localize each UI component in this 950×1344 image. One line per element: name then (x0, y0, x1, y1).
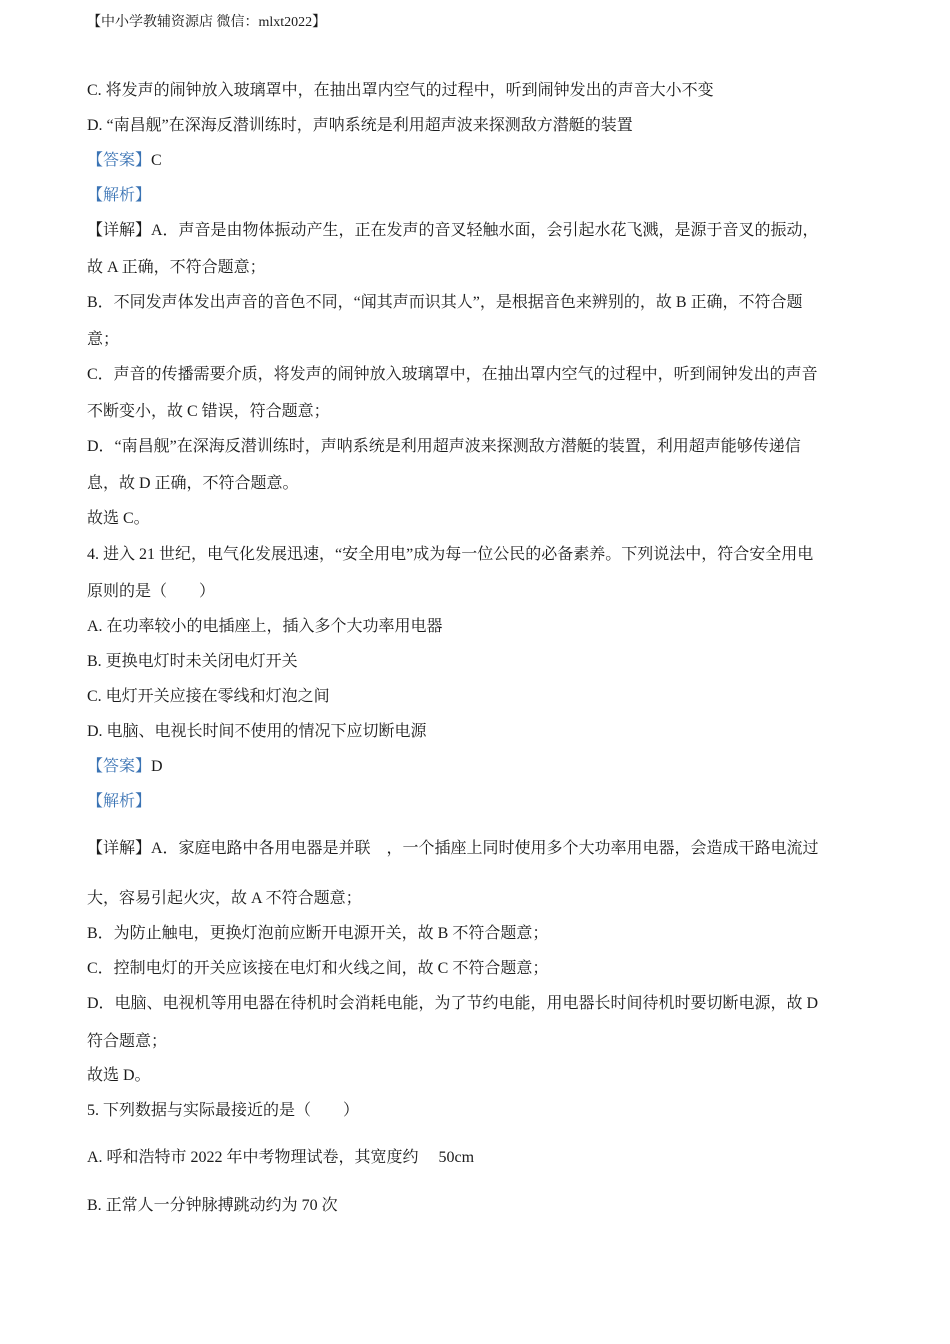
answer-tag: 【答案】 (87, 152, 152, 169)
option-a: A. 在功率较小的电插座上，插入多个大功率用电器 (87, 618, 443, 635)
explanation-line: B．为防止触电，更换灯泡前应断开电源开关，故 B 不符合题意； (87, 925, 549, 942)
explanation-line: 意； (87, 331, 120, 348)
answer-tag: 【答案】 (87, 758, 152, 775)
answer-value: C (151, 152, 162, 169)
analysis-line (87, 792, 151, 812)
analysis-tag: 【解析】 (87, 793, 152, 810)
explanation-line: D．“南昌舰”在深海反潜训练时，声呐系统是利用超声波来探测敌方潜艇的装置，利用超声能够传递信 (87, 438, 801, 455)
option-c: C. 将发声的闹钟放入玻璃罩中，在抽出罩内空气的过程中，听到闹钟发出的声音大小不变 (87, 82, 714, 99)
page-header: 【中小学教辅资源店 微信：mlxt2022】 (87, 15, 327, 30)
answer-value: D (151, 758, 163, 775)
explanation-line: 故 A 正确，不符合题意； (87, 259, 266, 276)
conclusion-line: 故选 D。 (87, 1067, 151, 1084)
conclusion-line: 故选 C。 (87, 510, 150, 527)
analysis-line (87, 186, 151, 206)
explanation-line: D．电脑、电视机等用电器在待机时会消耗电能，为了节约电能，用电器长时间待机时要切断电源，故 D (87, 995, 819, 1012)
option-a: A. 呼和浩特市 2022 年中考物理试卷，其宽度约 50cm (87, 1149, 475, 1166)
option-d: D. 电脑、电视长时间不使用的情况下应切断电源 (87, 723, 427, 740)
question-4-stem: 4. 进入 21 世纪，电气化发展迅速，“安全用电”成为每一位公民的必备素养。下列说法中，符合安全用电 (87, 546, 814, 563)
explanation-line: 【详解】A．家庭电路中各用电器是并联 ，一个插座上同时使用多个大功率用电器，会造成干路电流过 (87, 840, 819, 857)
answer-line (87, 757, 163, 777)
explanation-line: 息，故 D 正确，不符合题意。 (87, 475, 299, 492)
option-b: B. 正常人一分钟脉搏跳动约为 70 次 (87, 1197, 338, 1214)
explanation-line: 不断变小，故 C 错误，符合题意； (87, 403, 330, 420)
explanation-line: C．控制电灯的开关应该接在电灯和火线之间，故 C 不符合题意； (87, 960, 549, 977)
explanation-line: 大，容易引起火灾，故 A 不符合题意； (87, 890, 362, 907)
analysis-tag: 【解析】 (87, 187, 152, 204)
explanation-line: B．不同发声体发出声音的音色不同，“闻其声而识其人”，是根据音色来辨别的，故 B 正确，不符合题 (87, 294, 803, 311)
answer-line (87, 151, 162, 171)
option-c: C. 电灯开关应接在零线和灯泡之间 (87, 688, 330, 705)
question-4-stem: 原则的是（ ） (87, 583, 216, 600)
question-5-stem: 5. 下列数据与实际最接近的是（ ） (87, 1102, 360, 1119)
option-b: B. 更换电灯时未关闭电灯开关 (87, 653, 298, 670)
explanation-line: 【详解】A．声音是由物体振动产生，正在发声的音叉轻触水面，会引起水花飞溅，是源于音叉的振动， (87, 222, 819, 239)
explanation-line: C．声音的传播需要介质，将发声的闹钟放入玻璃罩中，在抽出罩内空气的过程中，听到闹钟发出的声音 (87, 366, 818, 383)
explanation-line: 符合题意； (87, 1033, 168, 1050)
option-d: D. “南昌舰”在深海反潜训练时，声呐系统是利用超声波来探测敌方潜艇的装置 (87, 117, 633, 134)
